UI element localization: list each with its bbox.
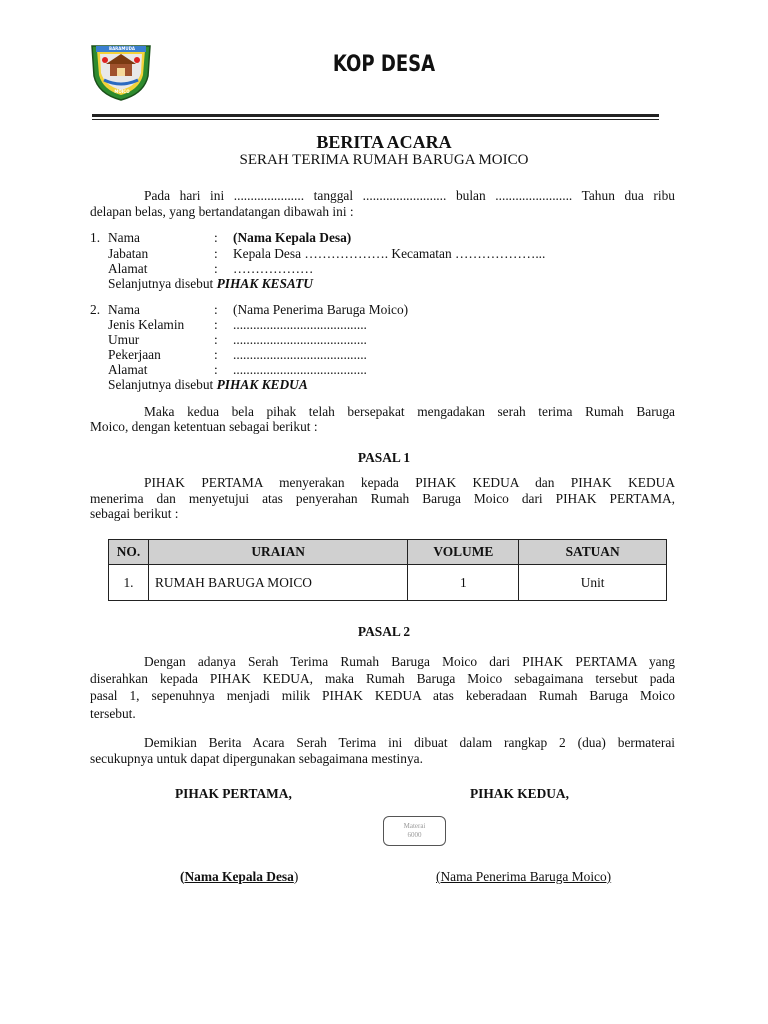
field-value: ........................................ [233,317,367,332]
pasal-1-line-2: menerima dan menyetujui atas penyerahan Rumah Baruga Moico dari PIHAK PERTAMA, [90,491,675,506]
field-label: Nama [108,230,140,245]
cell-satuan: Unit [519,565,667,601]
handover-table [108,539,667,601]
pasal-2-line-1: Dengan adanya Serah Terima Rumah Baruga Moico dari PIHAK PERTAMA yang [144,654,675,669]
field-label: Nama [108,302,140,317]
cell-volume: 1 [408,565,519,601]
header-rule-thick [92,114,659,117]
party1-number: 1. [90,230,101,245]
field-value: ……………… [233,261,314,276]
intro-line-1: Pada hari ini ..................... tanggal ......................... bulan ....................... Tahun dua ribu [144,188,675,203]
field-label: Pekerjaan [108,347,161,362]
field-label: Alamat [108,261,148,276]
party1-term: PIHAK KESATU [216,276,313,291]
colon: : [214,347,218,362]
colon: : [214,230,218,245]
party2-term: PIHAK KEDUA [216,377,308,392]
colon: : [214,362,218,377]
pasal-1-line-3: sebagai berikut : [90,506,179,521]
document-title: BERITA ACARA [316,132,452,152]
field-value: Kepala Desa ………………. Kecamatan ………………... [233,246,546,261]
pasal-2-heading: PASAL 2 [357,624,411,639]
colon: : [214,302,218,317]
pasal-2-line-4: tersebut. [90,706,136,721]
pasal-2-line-3: pasal 1, sepenuhnya menjadi milik PIHAK KEDUA atas keberadaan Rumah Baruga Moico [90,688,675,703]
agreement-line-2: Moico, dengan ketentuan sebagai berikut : [90,419,318,434]
signature-title-pihak-kedua: PIHAK KEDUA, [470,786,569,801]
logo-top-text: BARAMUDA [109,46,135,51]
field-value: (Nama Penerima Baruga Moico) [233,302,409,317]
pasal-1-line-1: PIHAK PERTAMA menyerakan kepada PIHAK KEDUA dan PIHAK KEDUA [144,475,675,490]
field-value: (Nama Kepala Desa) [233,230,352,245]
column-header-volume: VOLUME [408,540,519,565]
pasal-1-heading: PASAL 1 [357,450,411,465]
colon: : [214,246,218,261]
meterai-value: 6000 [407,831,422,839]
signature-title-pihak-pertama: PIHAK PERTAMA, [175,786,292,801]
signature-name-kepala-desa: Nama Kepala Desa [184,869,294,884]
header-rule-thin [92,119,659,120]
column-header-uraian: URAIAN [148,540,407,565]
signature-name-left: (Nama Kepala Desa) [180,869,299,884]
field-value: ........................................ [233,332,367,347]
closing-line-2: secukupnya untuk dapat dipergunakan sebagaimana mestinya. [90,751,423,766]
field-label: Alamat [108,362,148,377]
cell-uraian: RUMAH BARUGA MOICO [148,565,407,601]
field-label: Umur [108,332,140,347]
signature-name-penerima: (Nama Penerima Baruga Moico) [436,869,612,884]
colon: : [214,317,218,332]
closing-prefix: Selanjutnya disebut [108,377,217,392]
cell-no: 1. [109,565,149,601]
intro-line-2: delapan belas, yang bertandatangan dibawah ini : [90,204,354,219]
field-label: Jenis Kelamin [108,317,185,332]
agreement-line-1: Maka kedua bela pihak telah bersepakat mengadakan serah terima Rumah Baruga [144,404,675,419]
party2-number: 2. [90,302,101,317]
pasal-2-line-2: diserahkan kepada PIHAK KEDUA, maka Rumah Baruga Moico sebagaimana tersebut pada [90,671,675,686]
column-header-satuan: SATUAN [519,540,667,565]
meterai-label: Materai [403,822,426,830]
field-label: Jabatan [108,246,149,261]
colon: : [214,261,218,276]
field-value: ........................................ [233,347,367,362]
field-value: ........................................ [233,362,367,377]
logo-bottom-text: MOICO [114,89,130,94]
table-row [109,565,667,601]
closing-line-1: Demikian Berita Acara Serah Terima ini dibuat dalam rangkap 2 (dua) bermaterai [144,735,675,750]
column-header-no: NO. [109,540,149,565]
table-header-row [109,540,667,565]
kop-desa-heading: KOP DESA [332,52,436,77]
closing-prefix: Selanjutnya disebut [108,276,217,291]
meterai-stamp-placeholder [383,816,446,846]
document-subtitle: SERAH TERIMA RUMAH BARUGA MOICO [239,152,529,168]
colon: : [214,332,218,347]
